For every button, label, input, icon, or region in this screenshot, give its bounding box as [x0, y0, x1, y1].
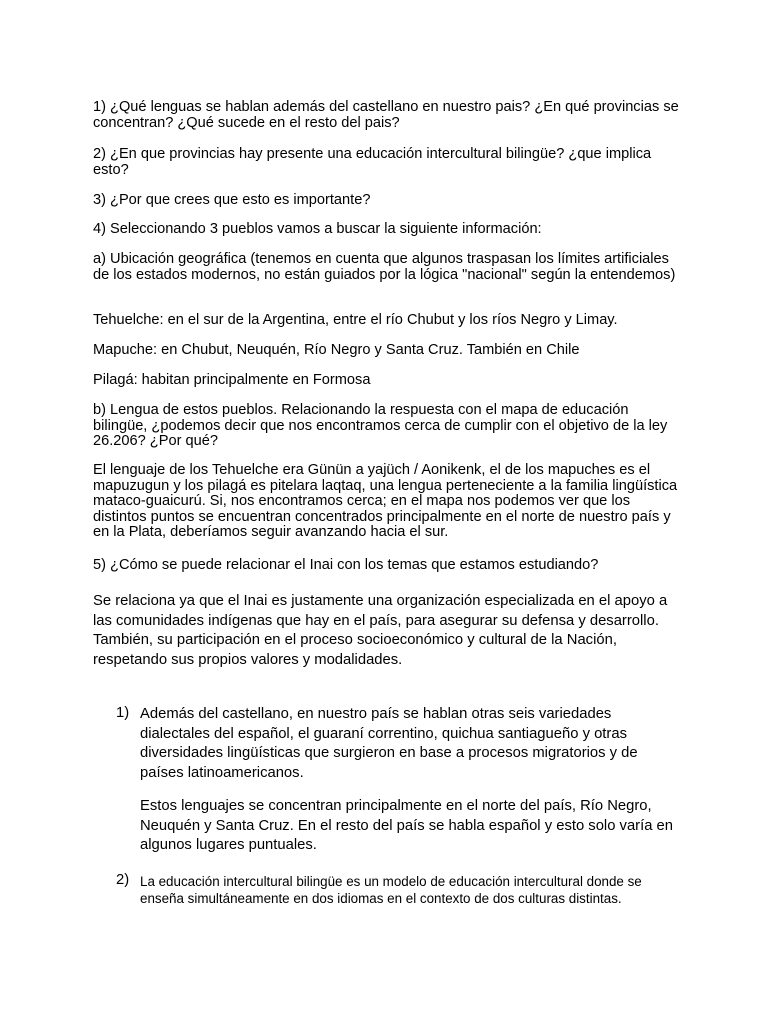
list-number-1: 1) — [116, 705, 130, 721]
languages-answer: El lenguaje de los Tehuelche era Günün a yajüch / Aonikenk, el de los mapuches es el mapuzugun y los pilagá es pitelara laqtaq, una lengua perteneciente a la familia lingüística mataco-guaicurú. Si, nos encontramos cerca; en el mapa nos podemos ver que los distintos puntos se encuentran concentrados principalmente en el norte de nuestro país y en la Plata, deberíamos seguir avanzando hacia el sur. — [93, 462, 678, 541]
list-item-1-paragraph-2: Estos lenguajes se concentran principalmente en el norte del país, Río Negro, Neuquén y Santa Cruz. En el resto del país se habla español y esto solo varía en algunos lugares puntuales. — [140, 798, 674, 853]
list-item-1-paragraph-1: Además del castellano, en nuestro país se hablan otras seis variedades dialectales del español, el guaraní correntino, quichua santiagueño y otras diversidades lingüísticas que surgieron en base a procesos migratorios y de países latinoamericanos. — [140, 706, 638, 781]
item-b: b) Lengua de estos pueblos. Relacionando la respuesta con el mapa de educación bilingüe, ¿podemos decir que nos encontramos cerca de cumplir con el objetivo de la ley 26.206? ¿Por qué? — [93, 402, 668, 450]
list-item-2-paragraph-1: La educación intercultural bilingüe es un modelo de educación intercultural donde se enseña simultáneamente en dos idiomas en el contexto de dos culturas distintas. — [140, 874, 642, 906]
question-1: 1) ¿Qué lenguas se hablan además del castellano en nuestro pais? ¿En qué provincias se concentran? ¿Qué sucede en el resto del pais? — [93, 99, 679, 131]
mapuche-line: Mapuche: en Chubut, Neuquén, Río Negro y Santa Cruz. También en Chile — [93, 342, 580, 358]
item-a: a) Ubicación geográfica (tenemos en cuenta que algunos traspasan los límites artificiales de los estados modernos, no están guiados por la lógica "nacional" según la entendemos) — [93, 251, 676, 283]
list-number-2: 2) — [116, 872, 130, 888]
inai-answer: Se relaciona ya que el Inai es justamente una organización especializada en el apoyo a las comunidades indígenas que hay en el país, para asegurar su defensa y desarrollo. También, su participación en el proceso socioeconómico y cultural de la Nación, respetando sus propios valores y modalidades. — [93, 593, 668, 668]
question-2: 2) ¿En que provincias hay presente una educación intercultural bilingüe? ¿que implica esto? — [93, 146, 652, 178]
question-4: 4) Seleccionando 3 pueblos vamos a buscar la siguiente información: — [93, 221, 542, 237]
pilaga-line: Pilagá: habitan principalmente en Formosa — [93, 372, 371, 388]
question-5: 5) ¿Cómo se puede relacionar el Inai con los temas que estamos estudiando? — [93, 557, 599, 573]
tehuelche-line: Tehuelche: en el sur de la Argentina, entre el río Chubut y los ríos Negro y Limay. — [93, 312, 618, 328]
question-3: 3) ¿Por que crees que esto es importante? — [93, 192, 371, 208]
